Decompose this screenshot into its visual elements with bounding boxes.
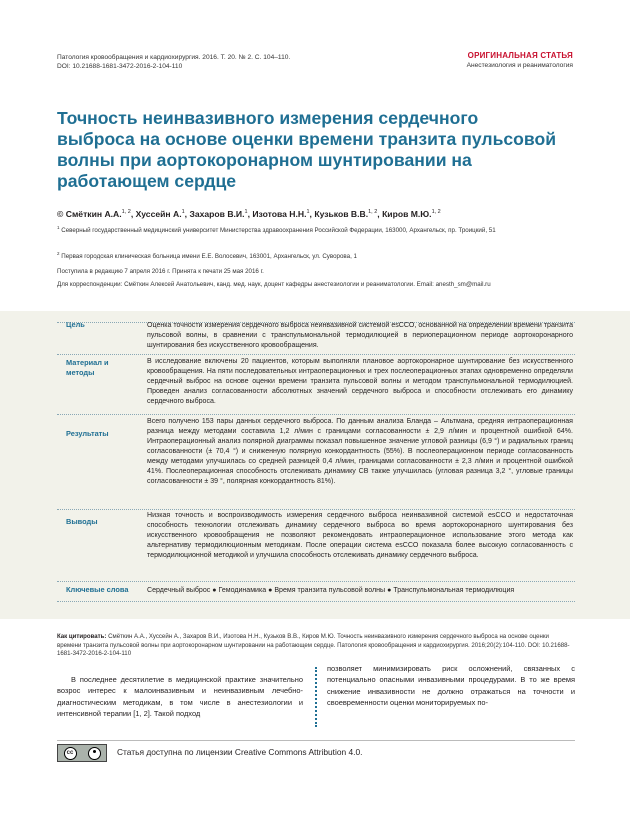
author: Захаров В.И.$^1$ — [189, 208, 248, 219]
author: Киров М.Ю.$^{1, 2}$ — [382, 208, 441, 219]
running-header-left — [57, 54, 387, 71]
methods-label: Материал и методы — [66, 358, 109, 377]
footer-rule — [57, 740, 575, 741]
results-text: Всего получено 153 пары данных сердечного выброса. По данным анализа Бланда – Альтмана, средняя интраоперационная разница между методами составила 1,2 л/мин с границами согласованности ± 2,9 л/мин и процентной ошибкой 64%. Интраоперационный анализ полярной диаграммы показал повышенное значение угловой разницы (6,9 °) и радиальных границ согласованности (± 70,4 °) и сниженную полярную конкордантность (55%). В послеоперационном периоде согласованность между методами улучшилась со средней разницей 0,4 л/мин, границами согласованности ± 2,3 л/мин и процентной ошибкой 41%. Послеоперационная способность отслеживать динамику СВ также улучшилась (угловая разница 3,2 °, угловые границы согласованности ± 39 °, полярная конкордантность 81%). — [147, 418, 573, 485]
cc-license-badge[interactable] — [57, 744, 107, 762]
body-column-right: позволяет минимизировать риск осложнений, связанных с потенциально опасными инвазивными процедурами. В то же время снижение инвазивности не должно отражаться на точности и своевременности оценки мониторируемых по- — [327, 664, 575, 707]
body-column-left: В последнее десятилетие в медицинской практике значительно возрос интерес к малоинвазивным и неинвазивным лечебно-диагностическим методикам, в том числе в анестезиологии и интенсивной терапии [1, 2]. Такой подход — [57, 675, 303, 718]
divider — [57, 509, 575, 510]
conclusions-text: Низкая точность и воспроизводимость измерения сердечного выброса неинвазивной системой esCCO и недостаточная способность технологии отслеживать динамику сердечного выброса во время аортокоронарного шунтирования без искусственного кровообращения не позволяют рекомендовать интраоперационное использование этого метода как альтернативу термодилюционным методикам. После операции система esCCO показала более высокую согласованность с термодилюционной методикой и улучшила способность отслеживать динамику сердечного выброса. — [147, 512, 573, 559]
divider — [57, 581, 575, 582]
aim-label: Цель — [66, 320, 85, 329]
divider — [57, 354, 575, 355]
abstract — [0, 311, 630, 619]
copyright-symbol: © — [57, 208, 64, 219]
aim-text: Оценка точности измерения сердечного выброса неинвазивной системой esCCO, основанной на определении времени транзита пульсовой волны, в сравнении с транспульмональной термодилюцией в периоперационном периоде аортокоронарного шунтирования без искусственного кровообращения. — [147, 322, 573, 349]
journal-line: Патология кровообращения и кардиохирургия. 2016. Т. 20. № 2. С. 104–110. — [57, 54, 291, 61]
doi-line: DOI: 10.21688-1681-3472-2016-2-104-110 — [57, 62, 183, 70]
cc-icon: cc — [64, 747, 77, 760]
divider — [57, 601, 575, 602]
author: Смёткин А.А.$^{1, 2}$ — [65, 208, 131, 219]
section-label: ОРИГИНАЛЬНАЯ СТАТЬЯ — [467, 51, 573, 60]
results-label: Результаты — [66, 429, 109, 438]
running-header-right — [467, 50, 573, 70]
affiliation: $^1$ Северный государственный медицинский университет Министерства здравоохранения Российской Федерации, 163000, Архангельск, пр. Троицкий, 51 — [57, 225, 496, 235]
received-dates: Поступила в редакцию 7 апреля 2016 г. Принята к печати 25 мая 2016 г. — [57, 268, 264, 275]
author: Хуссейн А.$^1$ — [135, 208, 185, 219]
author: Изотова Н.Н.$^1$ — [252, 208, 310, 219]
article-title: Точность неинвазивного измерения сердечного выброса на основе оценки времени транзита пульсовой волны при аортокоронарном шунтировании на работающем сердце — [57, 108, 557, 191]
author: Кузьков В.В.$^{1, 2}$ — [314, 208, 378, 219]
subsection-label: Анестезиология и реаниматология — [466, 62, 573, 69]
column-divider — [315, 667, 317, 727]
license-text: Статья доступна по лицензии Creative Commons Attribution 4.0. — [117, 747, 363, 757]
how-to-cite: Как цитировать: Смёткин А.А., Хуссейн А., Захаров В.И., Изотова Н.Н., Кузьков В.В., Киров М.Ю. Точность неинвазивного измерения сердечного выброса на основе оценки времени транзита пульсовой волны при аортокоронарном шунтировании на работающем сердце. Патология кровообращения и кардиохирургия. 2016;20(2):104-110. DOI: 10.21688-1681-3472-2016-2-104-110 — [57, 633, 570, 657]
keywords-list: Сердечный выброс ● Гемодинамика ● Время транзита пульсовой волны ● Транспульмональная термодилюция — [147, 587, 515, 594]
methods-text: В исследование включены 20 пациентов, которым выполняли плановое аортокоронарное шунтирование без искусственного кровообращения. На пяти последовательных интраоперационных и трех послеоперационных этапах одновременно определяли сердечный выброс на основе оценки времени транзита пульсовой волны и методом транспульмональной термодилюцией. Проведен анализ согласованности абсолютных значений сердечного выброса и способности отслеживать его динамику сердечного выброса. — [147, 358, 573, 405]
keywords-label: Ключевые слова — [66, 585, 129, 594]
conclusions-label: Выводы — [66, 517, 98, 526]
author-list: © Смёткин А.А.$^{1, 2}$, Хуссейн А.$^1$, Захаров В.И.$^1$, Изотова Н.Н.$^1$, Кузьков В.В.$^{1, 2}$, Киров М.Ю.$^{1, 2}$ — [57, 208, 441, 219]
correspondence: Для корреспонденции: Смёткин Алексей Анатольевич, канд. мед. наук, доцент кафедры анестезиологии и реаниматологии. Email: anesth_sm@mail.ru — [57, 281, 491, 288]
divider — [57, 414, 575, 415]
attribution-icon — [88, 747, 101, 760]
affiliation: $^2$ Первая городская клиническая больница имени Е.Е. Волосевич, 163001, Архангельск, ул. Суворова, 1 — [57, 251, 357, 261]
